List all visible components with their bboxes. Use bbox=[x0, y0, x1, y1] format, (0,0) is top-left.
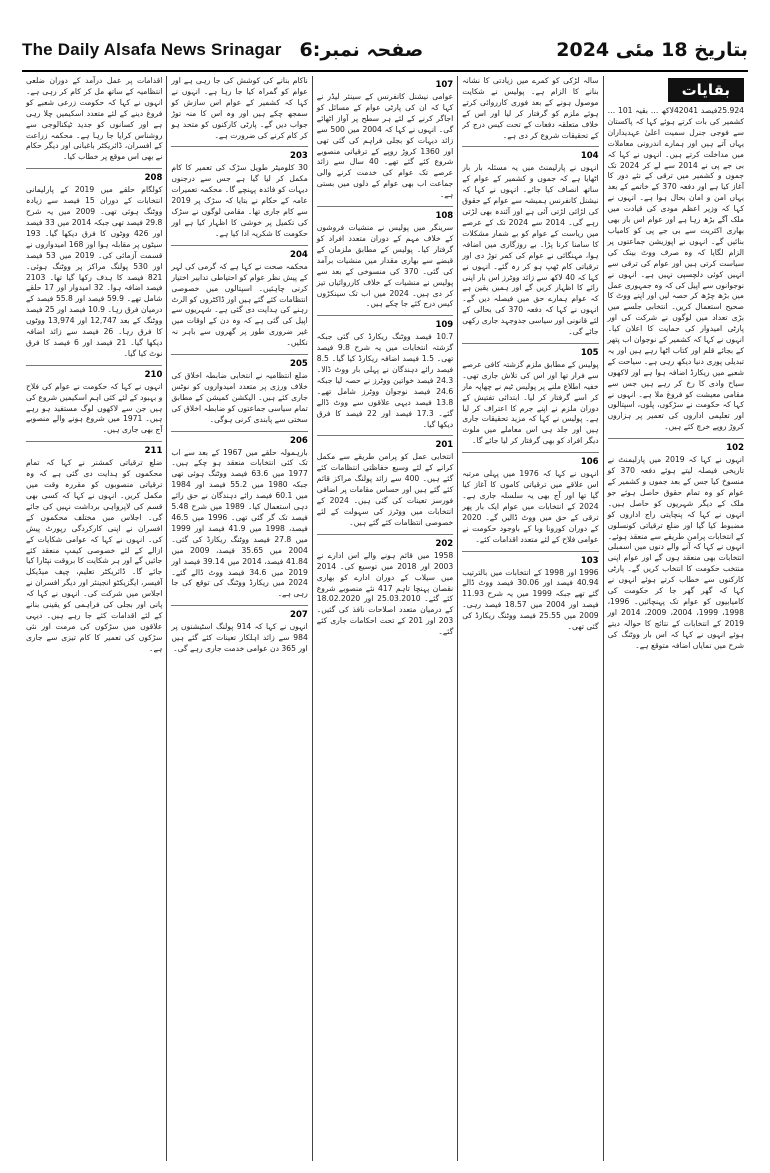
article-divider bbox=[317, 206, 453, 207]
continuation-number: 107 bbox=[435, 80, 454, 90]
section-title: بقایات bbox=[668, 78, 744, 102]
article-text: عوامی نیشنل کانفرنس کے سینئر لیڈر نے کہا کہ ان کی پارٹی عوام کے مسائل کو اجاگر کرنے کے لئے ہر سطح پر آواز اٹھائے گی۔ انہوں نے کہا کہ 2004 میں 500 سے زائد دیہات کو بجلی فراہم کی گئی تھی اور 1360 کروڑ روپے کے ترقیاتی منصوبے شروع کئے گئے تھے۔ 40 سال سے زائد عرصے تک عوام کی خدمت کرنے والی جماعت اب بھی عوام کے دلوں میں بستی ہے۔ bbox=[316, 92, 454, 200]
continuation-number: 105 bbox=[580, 347, 599, 358]
article-text: انہوں نے کہا کہ 2019 میں پارلیمنٹ نے تاریخی فیصلہ لیتے ہوئے دفعہ 370 کو منسوخ کیا جس کے بعد جموں و کشمیر کے عوام کو وہ تمام حقوق حاصل ہوئے جو ملک کے دیگر شہریوں کو حاصل ہیں۔ انہوں نے کہا کہ پنچایتی راج اداروں کو مضبوط کیا گیا اور ضلع ترقیاتی کونسلوں کے انتخابات پرامن طریقے سے منعقد ہوئے۔ انہوں نے کہا کہ آنے والے دنوں میں اسمبلی انتخابات بھی منعقد ہوں گے اور عوام اپنی منتخب حکومت کا انتخاب کریں گے۔ پارٹی کارکنوں سے خطاب کرتے ہوئے انہوں نے کہا کہ گھر گھر جا کر حکومت کی کامیابیوں کو عوام تک پہنچائیں۔ 1996، 1998، 1999، 2004، 2009، 2014 اور 2019 کے انتخابات کے نتائج کا حوالہ دیتے ہوئے انہوں نے کہا کہ اس بار ووٹنگ کی شرح میں نمایاں اضافہ متوقع ہے۔ bbox=[607, 455, 745, 650]
continuation-number: 201 bbox=[435, 440, 454, 451]
article-divider bbox=[26, 168, 162, 169]
article-text: بارہمولہ حلقے میں 1967 کے بعد سے اب تک کئی انتخابات منعقد ہو چکے ہیں۔ 1977 میں 63.6 فیصد ووٹنگ ہوئی تھی جبکہ 1980 میں 55.2 فیصد اور 1984 میں 60.1 فیصد رائے دہندگان نے حق رائے دہی استعمال کیا۔ 1989 میں شرح 5.48 فیصد تک گر گئی تھی۔ 1996 میں 46.5 فیصد، 1998 میں 41.9 فیصد اور 1999 میں 27.8 فیصد ووٹنگ ریکارڈ کی گئی۔ 2004 میں 35.65 فیصد، 2009 میں 41.84 فیصد، 2014 میں 39.14 فیصد اور 2019 میں 34.6 فیصد ووٹ ڈالے گئے۔ 2024 میں ریکارڈ ووٹنگ کی توقع کی جا رہی ہے۔ bbox=[171, 447, 308, 599]
article-divider bbox=[171, 354, 307, 355]
continuation-number: 211 bbox=[144, 446, 163, 457]
issue-date: بتاریخ 18 مئی 2024 bbox=[556, 39, 748, 61]
newspaper-name: The Daily Alsafa News Srinagar bbox=[22, 40, 282, 59]
page-number: صفحہ نمبر:6 bbox=[299, 39, 424, 61]
continuation-number: 106 bbox=[580, 457, 599, 468]
article-divider bbox=[462, 343, 598, 344]
article-divider bbox=[317, 435, 453, 436]
article-divider bbox=[317, 534, 453, 535]
article-text: کولگام حلقے میں 2019 کے پارلیمانی انتخابات کے دوران 15 فیصد سے زیادہ ووٹنگ ہوئی تھی۔ 2009 میں یہ شرح 29.8 فیصد تھی جبکہ 2014 میں 33 فیصد اور 426 ووٹوں کا فرق دیکھا گیا۔ 193 سیٹوں پر مقابلہ ہوا اور 168 امیدواروں نے قسمت آزمائی کی۔ 2019 میں 53 فیصد اور 530 پولنگ مراکز پر ووٹنگ ہوئی۔ 821 فیصد کا ہدف رکھا گیا تھا۔ 2103 فیصد اضافہ ہوا۔ 32 امیدوار اور 17 حلقے شامل تھے۔ 59.9 فیصد اور 55.8 فیصد کے درمیان فرق رہا۔ 10.9 فیصد اور 25 فیصد ووٹنگ کے بعد 12,747 اور 13,974 ووٹوں کا فرق رہا۔ 26 فیصد سے زائد اضافہ دیکھا گیا۔ 21 فیصد اور 6 فیصد کا فرق نوٹ کیا گیا۔ bbox=[25, 185, 163, 358]
article-divider bbox=[317, 315, 453, 316]
continuation-number: 108 bbox=[435, 211, 454, 222]
article-text: سرینگر میں پولیس نے منشیات فروشوں کے خلاف مہم کے دوران متعدد افراد کو گرفتار کیا۔ پولیس کے مطابق ملزمان کے قبضے سے بھاری مقدار میں منشیات برآمد کی گئی۔ 370 کی منسوخی کے بعد سے پولیس نے منشیات کے خلاف کارروائیاں تیز کر دی ہیں۔ 2024 میں اب تک سینکڑوں کیس درج کئے جا چکے ہیں۔ bbox=[316, 223, 454, 309]
continuation-number: 109 bbox=[435, 320, 454, 331]
article-column bbox=[22, 76, 166, 1161]
article-column bbox=[603, 76, 748, 1161]
article-divider bbox=[171, 146, 307, 147]
article-text: ضلع ترقیاتی کمشنر نے کہا کہ تمام محکموں کو ہدایت دی گئی ہے کہ وہ ترقیاتی منصوبوں کو مقررہ وقت میں مکمل کریں۔ انہوں نے کہا کہ کسی بھی قسم کی لاپرواہی برداشت نہیں کی جائے گی۔ اجلاس میں مختلف محکموں کے افسران نے اپنی کارکردگی رپورٹ پیش کی۔ انہوں نے کہا کہ عوامی شکایات کے ازالے کے لئے خصوصی کیمپ منعقد کئے جائیں گے اور ہر شکایت کا بروقت نپٹارا کیا جائے گا۔ ڈائریکٹر تعلیم، چیف میڈیکل آفیسر، ایگزیکٹو انجینئر اور دیگر افسران نے اجلاس میں شرکت کی۔ انہوں نے کہا کہ پانی اور بجلی کی فراہمی کو یقینی بنانے کے لئے اقدامات کئے جا رہے ہیں۔ دیہی علاقوں میں سڑکوں کی مرمت اور نئی سڑکوں کی تعمیر کا کام تیزی سے جاری ہے۔ bbox=[25, 458, 163, 653]
masthead-left bbox=[22, 39, 423, 61]
article-text: پولیس کے مطابق ملزم گزشتہ کافی عرصے سے فرار تھا اور اس کی تلاش جاری تھی۔ خفیہ اطلاع ملنے پر پولیس ٹیم نے چھاپہ مار کر اسے گرفتار کر لیا۔ ابتدائی تفتیش کے دوران ملزم نے اپنے جرم کا اعتراف کر لیا ہے۔ پولیس نے کہا کہ مزید تحقیقات جاری ہیں اور جلد ہی اس معاملے میں ملوث دیگر افراد کو بھی گرفتار کر لیا جائے گا۔ bbox=[462, 359, 599, 446]
article-divider bbox=[462, 452, 598, 453]
article-divider bbox=[171, 431, 307, 432]
continuation-number: 208 bbox=[144, 173, 163, 184]
continuation-number: 202 bbox=[435, 538, 454, 549]
continuation-number: 103 bbox=[580, 555, 599, 566]
article-text: ضلع انتظامیہ نے انتخابی ضابطہ اخلاق کی خلاف ورزی پر متعدد امیدواروں کو نوٹس جاری کئے ہیں۔ الیکشن کمیشن کے مطابق تمام سیاسی جماعتوں کو ضابطہ اخلاق کی سختی سے پابندی کرنی ہوگی۔ bbox=[171, 371, 308, 424]
article-text: ناکام بنانے کی کوشش کی جا رہی ہے اور عوام کو گمراہ کیا جا رہا ہے۔ انہوں نے کہا کہ کشمیر کے عوام اس سازش کو سمجھ چکے ہیں اور وہ اس کا منہ توڑ جواب دیں گے۔ پارٹی کارکنوں کو متحد ہو کر کام کرنے کی ضرورت ہے۔ bbox=[171, 76, 308, 140]
article-text: 1996 اور 1998 کے انتخابات میں بالترتیب 40.94 فیصد اور 30.06 فیصد ووٹ ڈالے گئے تھے جبکہ 1999 میں یہ شرح 11.93 فیصد اور 2004 میں 18.57 فیصد رہی۔ 2009 میں 25.55 فیصد ووٹنگ ریکارڈ کی گئی تھی۔ bbox=[462, 567, 599, 632]
article-divider bbox=[462, 551, 598, 552]
article-text: انہوں نے کہا کہ 914 پولنگ اسٹیشنوں پر 984 سے زائد اہلکار تعینات کئے گئے ہیں اور 365 دن عوامی خدمت جاری رہے گی۔ bbox=[171, 622, 308, 654]
article-text: 1958 میں قائم ہونے والے اس ادارے نے 2003 اور 2018 میں توسیع کی۔ 2014 میں سیلاب کے دوران ادارے کو بھاری نقصان پہنچا تاہم 417 نئے منصوبے شروع کئے گئے۔ 25.03.2010 اور 18.02.2020 کے درمیان متعدد اصلاحات نافذ کی گئیں۔ 203 اور 201 کے تحت احکامات جاری کئے گئے۔ bbox=[316, 550, 454, 637]
article-column bbox=[312, 76, 457, 1161]
article-text: اقدامات پر عمل درآمد کے دوران ضلعی انتظامیہ کے ساتھ مل کر کام کر رہی ہے۔ انہوں نے کہا کہ حکومت زرعی شعبے کو فروغ دینے کے لئے متعدد اسکیمیں چلا رہی ہے اور کسانوں کو جدید ٹیکنالوجی سے روشناس کرایا جا رہا ہے۔ محکمہ زراعت کے افسران، ڈائریکٹر باغبانی اور دیگر حکام نے بھی اس موقع پر خطاب کیا۔ bbox=[25, 76, 163, 162]
article-text: 25.924فیصد 42041لاکھ … بقیہ 101 … کشمیر کی بات کرتے ہوئے کہا کہ پاکستان سے فوجی جنرل سمیت اعلیٰ عہدیداران یہاں آتے ہیں اور ہمارے اندرونی معاملات میں مداخلت کرتے ہیں۔ انہوں نے کہا کہ بی جے پی نے 2014 سے لے کر 2024 تک جموں و کشمیر میں ترقی کے نئے دور کا آغاز کیا ہے اور دفعہ 370 کے خاتمے کے بعد یہاں امن و امان بحال ہوا ہے۔ انہوں نے کہا کہ وزیر اعظم مودی کی قیادت میں ملک آگے بڑھ رہا ہے اور عوام اس بار بھی بھاری اکثریت سے بی جے پی کو کامیاب بنائیں گے۔ انہوں نے اپوزیشن جماعتوں پر الزام لگایا کہ وہ صرف ووٹ بینک کی سیاست کرتی ہیں اور عوام کی ترقی سے انہیں کوئی دلچسپی نہیں ہے۔ انہوں نے نوجوانوں سے اپیل کی کہ وہ جمہوری عمل میں بڑھ چڑھ کر حصہ لیں اور اپنے ووٹ کا صحیح استعمال کریں۔ انتخابی جلسے میں بڑی تعداد میں لوگوں نے شرکت کی اور پارٹی امیدوار کی حمایت کا اعلان کیا۔ انہوں نے کہا کہ کشمیر کے نوجوان اب پتھر کے بجائے قلم اور کتاب اٹھا رہے ہیں اور یہ تبدیلی پوری دنیا دیکھ رہی ہے۔ سیاحت کے شعبے میں ریکارڈ اضافہ ہوا ہے اور لاکھوں سیاح وادی کا رخ کر رہے ہیں جس سے مقامی معیشت کو فروغ ملا ہے۔ انہوں نے کہا کہ حکومت نے سڑکوں، پلوں، اسپتالوں اور تعلیمی اداروں کی تعمیر پر ہزاروں کروڑ روپے خرچ کئے ہیں۔ bbox=[607, 106, 744, 432]
continuation-number: 207 bbox=[290, 610, 308, 621]
article-text: انہوں نے پارلیمنٹ میں یہ مسئلہ بار بار اٹھایا ہے کہ جموں و کشمیر کے عوام کے ساتھ انصاف کیا جائے۔ انہوں نے کہا کہ نیشنل کانفرنس ہمیشہ سے عوام کے حقوق کی لڑائی لڑتی آئی ہے اور آئندہ بھی لڑتی رہے گی۔ 2014 سے 2024 تک کے عرصے میں ریاست کے عوام کو بے شمار مشکلات کا سامنا کرنا پڑا۔ بے روزگاری میں اضافہ ہوا، مہنگائی نے عوام کی کمر توڑ دی اور ترقیاتی کام ٹھپ ہو کر رہ گئے۔ انہوں نے کہا کہ 40 لاکھ سے زائد ووٹرز اس بار اپنی رائے کا اظہار کریں گے اور ہمیں یقین ہے کہ عوام ہمارے حق میں فیصلہ دیں گے۔ انہوں نے کہا کہ دفعہ 370 کی بحالی کے لئے قانونی اور سیاسی جدوجہد جاری رکھی جائے گی۔ bbox=[462, 163, 599, 337]
article-divider bbox=[26, 365, 162, 366]
continuation-number: 204 bbox=[290, 249, 308, 260]
article-text: انہوں نے کہا کہ حکومت نے عوام کی فلاح و بہبود کے لئے کئی اہم اسکیمیں شروع کی ہیں جن سے لاکھوں لوگ مستفید ہو رہے ہیں۔ 1971 میں شروع ہونے والے منصوبے آج بھی جاری ہیں۔ bbox=[25, 381, 163, 435]
continuation-number: 206 bbox=[290, 435, 308, 446]
article-divider bbox=[171, 245, 307, 246]
article-column bbox=[457, 76, 602, 1161]
article-text: سالہ لڑکی کو کمرے میں زیادتی کا نشانہ بنانے کا الزام ہے۔ پولیس نے شکایت موصول ہونے کے بعد فوری کارروائی کرتے ہوئے ملزم کو گرفتار کر لیا اور اس کے خلاف متعلقہ دفعات کے تحت کیس درج کر کے تحقیقات شروع کر دی ہے۔ bbox=[462, 76, 599, 140]
article-text: انتخابی عمل کو پرامن طریقے سے مکمل کرانے کے لئے وسیع حفاظتی انتظامات کئے گئے ہیں۔ 400 سے زائد پولنگ مراکز قائم کئے گئے ہیں اور حساس مقامات پر اضافی فورسز تعینات کی گئی ہیں۔ 2024 کے انتخابات میں ووٹرز کی سہولت کے لئے خصوصی انتظامات کئے گئے ہیں۔ bbox=[316, 452, 454, 527]
article-divider bbox=[171, 605, 307, 606]
article-text: محکمہ صحت نے کہا ہے کہ گرمی کی لہر کے پیش نظر عوام کو احتیاطی تدابیر اختیار کرنی چاہئیں۔ اسپتالوں میں خصوصی انتظامات کئے گئے ہیں اور ڈاکٹروں کو الرٹ رہنے کی ہدایت دی گئی ہے۔ شہریوں سے اپیل کی گئی ہے کہ وہ دن کے اوقات میں غیر ضروری طور پر گھروں سے باہر نہ نکلیں۔ bbox=[171, 261, 308, 348]
continuation-number: 104 bbox=[580, 151, 599, 162]
article-divider bbox=[462, 146, 598, 147]
continuation-number: 205 bbox=[290, 359, 308, 370]
continuation-number: 203 bbox=[290, 151, 308, 162]
article-divider bbox=[26, 441, 162, 442]
article-divider bbox=[608, 438, 744, 439]
masthead bbox=[22, 30, 748, 72]
continuation-number: 210 bbox=[144, 369, 163, 380]
continuation-number: 102 bbox=[726, 443, 744, 454]
section-title-holder bbox=[608, 76, 744, 106]
article-text: 10.7 فیصد ووٹنگ ریکارڈ کی گئی جبکہ گزشتہ انتخابات میں یہ شرح 9.8 فیصد تھی۔ 1.5 فیصد اضافہ ریکارڈ کیا گیا۔ 8.5 فیصد رائے دہندگان نے پہلی بار ووٹ ڈالا۔ 24.3 فیصد خواتین ووٹرز نے حصہ لیا جبکہ 24.6 فیصد نوجوان ووٹرز شامل تھے۔ 13.8 فیصد دیہی علاقوں سے ووٹ ڈالے گئے۔ 17.3 فیصد اور 22 فیصد کا فرق دیکھا گیا۔ bbox=[316, 332, 454, 429]
page-columns bbox=[22, 76, 748, 1161]
article-column bbox=[166, 76, 311, 1161]
article-text: 30 کلومیٹر طویل سڑک کی تعمیر کا کام مکمل کر لیا گیا ہے جس سے درجنوں دیہات کو فائدہ پہنچے گا۔ محکمہ تعمیرات عامہ کے حکام نے بتایا کہ سڑک پر 2019 سے کام جاری تھا۔ مقامی لوگوں نے سڑک کی تکمیل پر خوشی کا اظہار کیا ہے اور حکومت کا شکریہ ادا کیا ہے۔ bbox=[171, 163, 308, 238]
article-text: انہوں نے کہا کہ 1976 میں پہلی مرتبہ اس علاقے میں ترقیاتی کاموں کا آغاز کیا گیا تھا اور آج بھی یہ سلسلہ جاری ہے۔ 2024 کے انتخابات میں عوام ایک بار پھر ترقی کے حق میں ووٹ ڈالیں گے۔ 2020 کے دوران کورونا وبا کے باوجود حکومت نے عوامی فلاح کے لئے متعدد اقدامات کئے۔ bbox=[462, 469, 599, 544]
